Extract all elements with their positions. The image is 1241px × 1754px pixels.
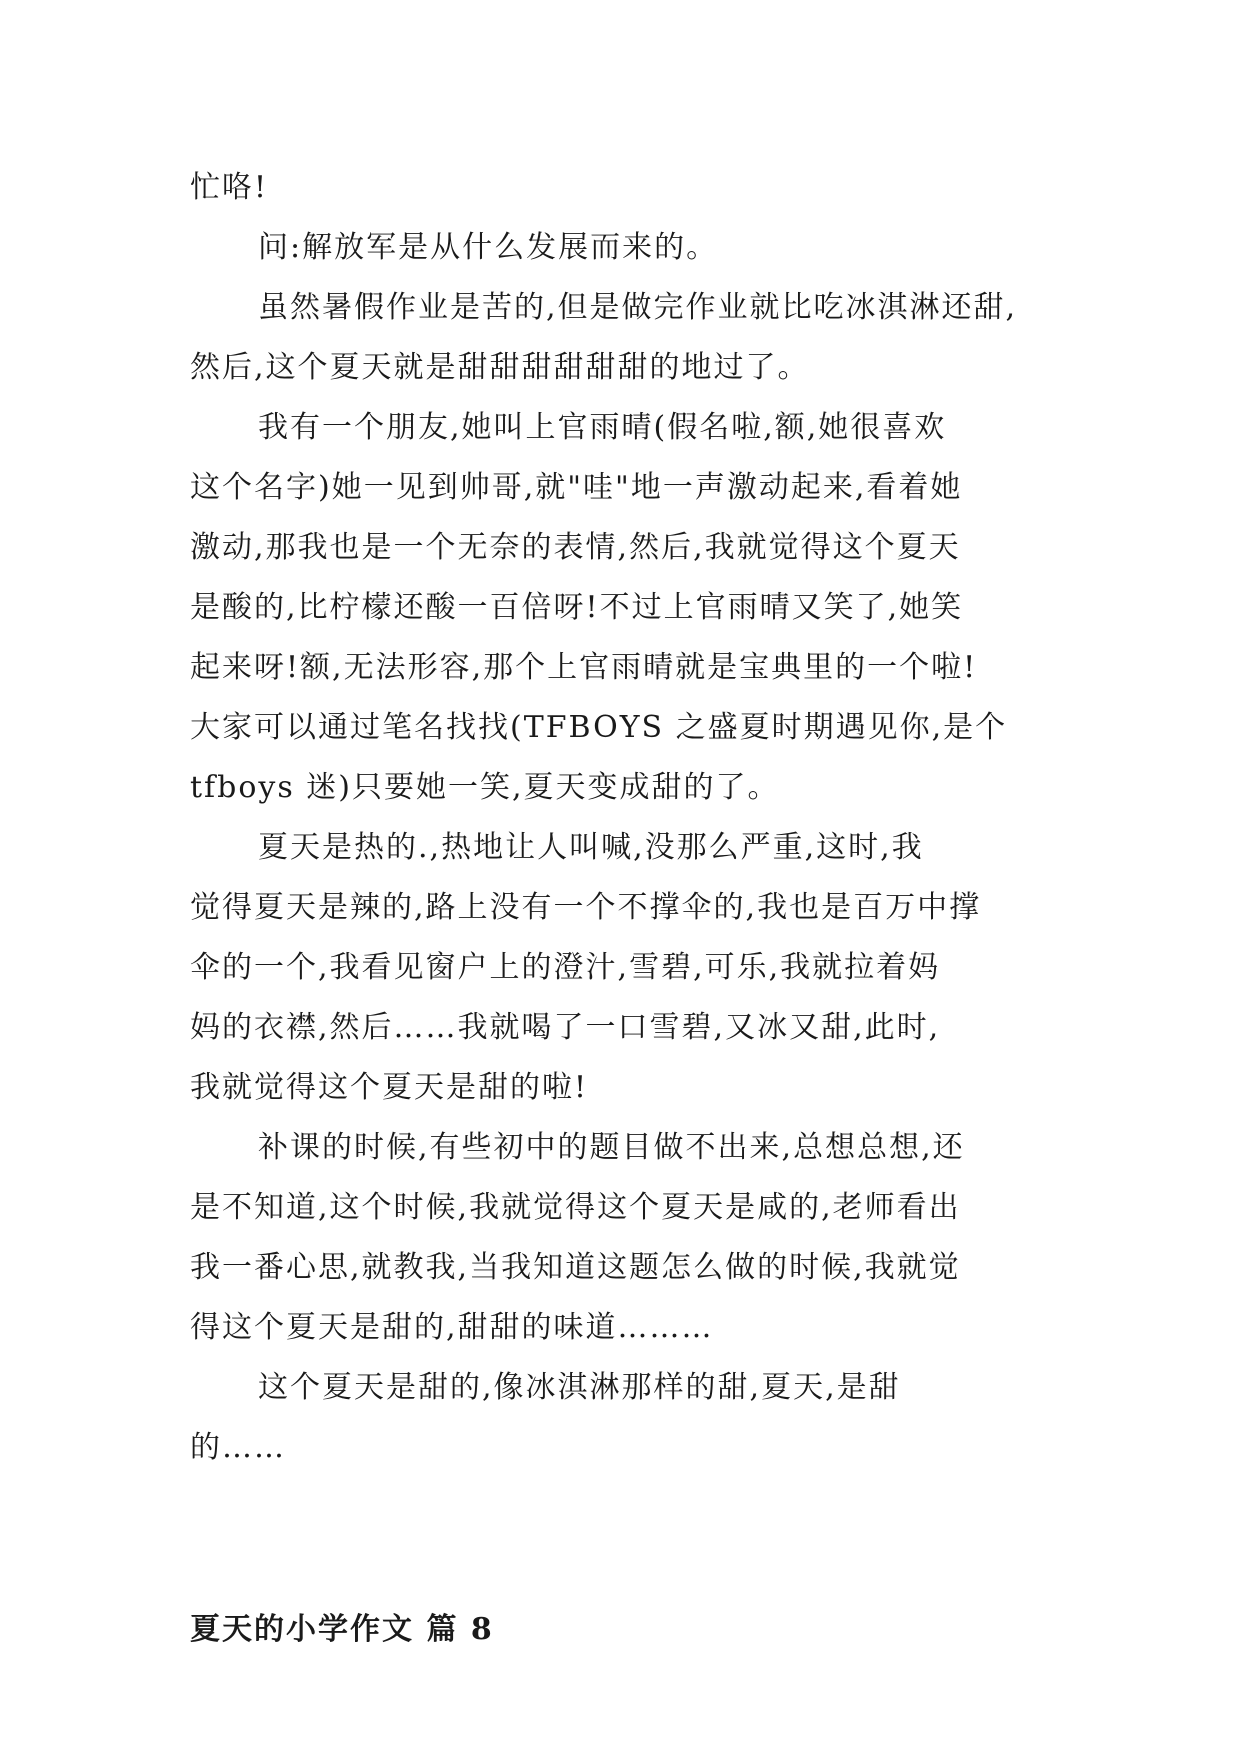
text-line: 然后,这个夏天就是甜甜甜甜甜甜的地过了。: [190, 350, 810, 385]
text-line: 是不知道,这个时候,我就觉得这个夏天是咸的,老师看出: [190, 1190, 961, 1225]
text-line: 虽然暑假作业是苦的,但是做完作业就比吃冰淇淋还甜,: [258, 290, 1018, 325]
text-line: 我就觉得这个夏天是甜的啦!: [190, 1070, 589, 1105]
text-line: 得这个夏天是甜的,甜甜的味道………: [190, 1310, 714, 1345]
text-line: 是酸的,比柠檬还酸一百倍呀!不过上官雨晴又笑了,她笑: [190, 590, 964, 625]
text-line: 大家可以通过笔名找找(TFBOYS 之盛夏时期遇见你,是个: [190, 710, 1008, 745]
paragraph-6: [190, 1118, 1090, 1358]
text-line: 忙咯!: [190, 170, 269, 205]
text-line: 这个名字)她一见到帅哥,就"哇"地一声激动起来,看着她: [190, 470, 963, 505]
section-gap: [190, 1478, 1090, 1600]
text-line: 问:解放军是从什么发展而来的。: [258, 230, 719, 265]
text-line: 这个夏天是甜的,像冰淇淋那样的甜,夏天,是甜: [258, 1370, 901, 1405]
text-line: 起来呀!额,无法形容,那个上官雨晴就是宝典里的一个啦!: [190, 650, 978, 685]
text-line: 夏天是热的.,热地让人叫喊,没那么严重,这时,我: [258, 830, 924, 865]
paragraph-5: [190, 818, 1090, 1118]
paragraph-3: [190, 278, 1090, 398]
text-line: 觉得夏天是辣的,路上没有一个不撑伞的,我也是百万中撑: [190, 890, 982, 925]
text-line: 伞的一个,我看见窗户上的澄汁,雪碧,可乐,我就拉着妈: [190, 950, 941, 985]
paragraph-4: [190, 398, 1090, 818]
text-line: 激动,那我也是一个无奈的表情,然后,我就觉得这个夏天: [190, 530, 961, 565]
document-body: [190, 158, 1090, 1660]
text-line: 我有一个朋友,她叫上官雨晴(假名啦,额,她很喜欢: [258, 410, 947, 445]
text-line: 我一番心思,就教我,当我知道这题怎么做的时候,我就觉: [190, 1250, 961, 1285]
paragraph-1: [190, 158, 1090, 218]
text-line: 妈的衣襟,然后……我就喝了一口雪碧,又冰又甜,此时,: [190, 1010, 941, 1045]
paragraph-7: [190, 1358, 1090, 1478]
text-line: 补课的时候,有些初中的题目做不出来,总想总想,还: [258, 1130, 965, 1165]
section-heading: 夏天的小学作文 篇 8: [190, 1612, 494, 1647]
text-line: 的……: [190, 1430, 286, 1465]
paragraph-2: [190, 218, 1090, 278]
text-line: tfboys 迷)只要她一笑,夏天变成甜的了。: [190, 770, 780, 805]
